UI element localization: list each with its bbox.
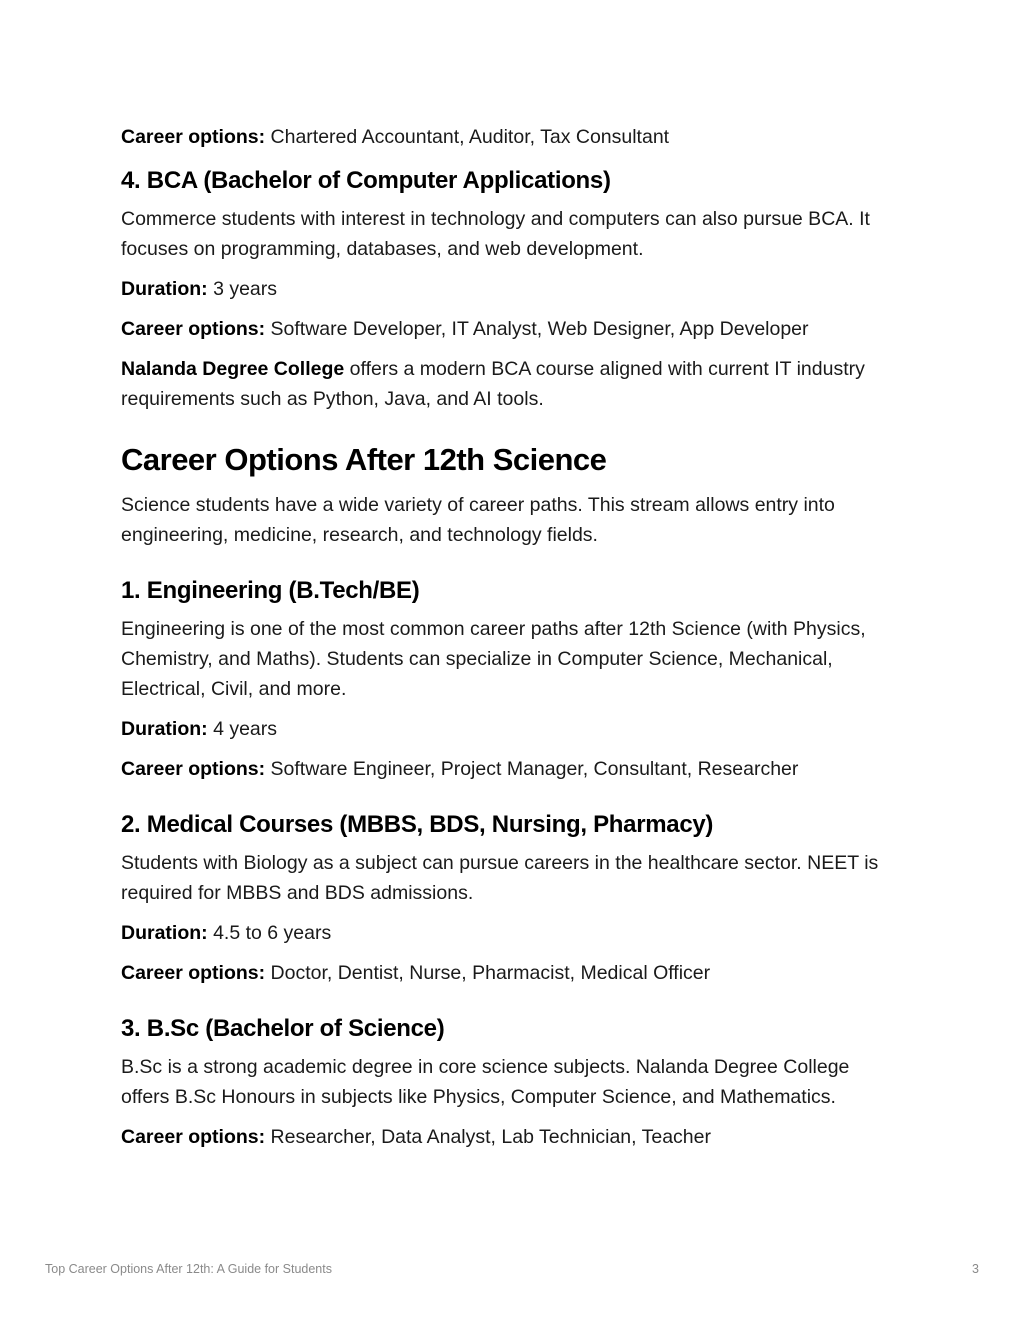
footer-page-number: 3: [972, 1262, 979, 1276]
bsc-career-options: [121, 1122, 891, 1152]
footer-document-title: Top Career Options After 12th: A Guide for Students: [45, 1262, 332, 1276]
college-name: Nalanda Degree College: [121, 358, 345, 380]
section-heading-science: Career Options After 12th Science: [121, 442, 607, 477]
field-label: Duration:: [121, 922, 208, 944]
bca-duration: [121, 274, 891, 304]
career-options-commerce-line: [121, 122, 891, 152]
document-page: [121, 122, 891, 1162]
bca-career-options: [121, 314, 891, 344]
engineering-career-options: [121, 754, 891, 784]
section-heading-bsc: 3. B.Sc (Bachelor of Science): [121, 1015, 445, 1042]
bca-college-note: [121, 354, 891, 414]
section-heading-engineering: 1. Engineering (B.Tech/BE): [121, 577, 420, 604]
field-label: Duration:: [121, 278, 208, 300]
field-value: Researcher, Data Analyst, Lab Technician, Teacher: [265, 1126, 711, 1148]
field-label: Career options:: [121, 962, 266, 984]
field-value: Chartered Accountant, Auditor, Tax Consultant: [265, 126, 670, 148]
section-heading-bca: 4. BCA (Bachelor of Computer Applications): [121, 167, 611, 194]
science-description: Science students have a wide variety of career paths. This stream allows entry into engineering, medicine, research, and technology fields.: [121, 494, 835, 546]
engineering-description: Engineering is one of the most common career paths after 12th Science (with Physics, Chemistry, and Maths). Students can specialize in Computer Science, Mechanical, Electrical, Civil, and more.: [121, 618, 866, 700]
field-label: Career options:: [121, 758, 266, 780]
field-value: 4.5 to 6 years: [207, 922, 332, 944]
field-value: 4 years: [207, 718, 278, 740]
medical-description: Students with Biology as a subject can pursue careers in the healthcare sector. NEET is required for MBBS and BDS admissions.: [121, 852, 879, 904]
medical-career-options: [121, 958, 891, 988]
field-value: Doctor, Dentist, Nurse, Pharmacist, Medical Officer: [265, 962, 711, 984]
field-value: 3 years: [207, 278, 278, 300]
field-value: Software Developer, IT Analyst, Web Designer, App Developer: [265, 318, 809, 340]
field-label: Duration:: [121, 718, 208, 740]
field-label: Career options:: [121, 318, 266, 340]
engineering-duration: [121, 714, 891, 744]
medical-duration: [121, 918, 891, 948]
field-label: Career options:: [121, 126, 266, 148]
field-label: Career options:: [121, 1126, 266, 1148]
bca-description: Commerce students with interest in technology and computers can also pursue BCA. It focuses on programming, databases, and web development.: [121, 208, 870, 260]
bsc-description: B.Sc is a strong academic degree in core science subjects. Nalanda Degree College offers B.Sc Honours in subjects like Physics, Computer Science, and Mathematics.: [121, 1056, 850, 1108]
field-value: Software Engineer, Project Manager, Consultant, Researcher: [265, 758, 799, 780]
college-note-text: offers a modern BCA course aligned with current IT industry requirements such as Python, Java, and AI tools.: [121, 358, 865, 410]
section-heading-medical: 2. Medical Courses (MBBS, BDS, Nursing, Pharmacy): [121, 811, 714, 838]
